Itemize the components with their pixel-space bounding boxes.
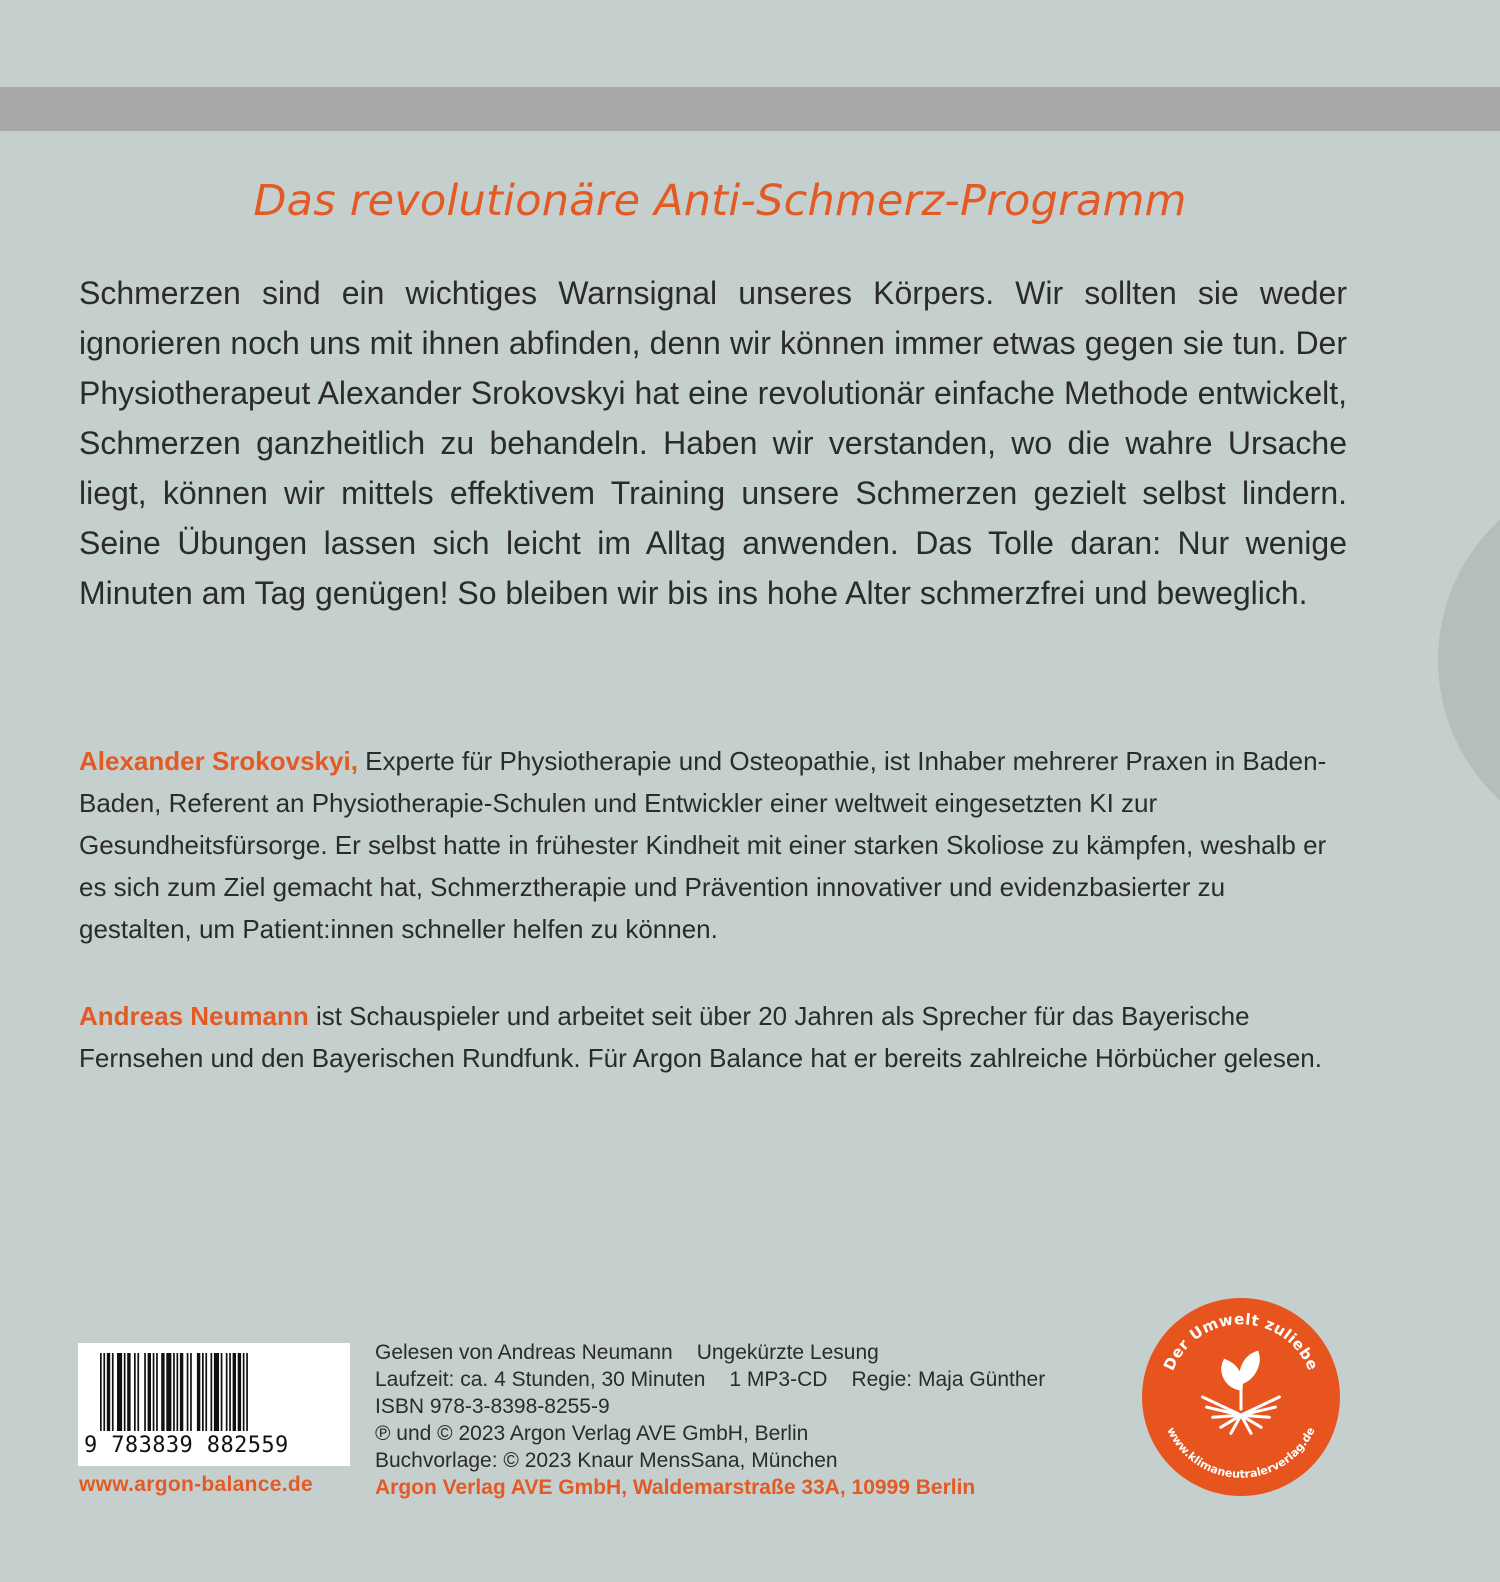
barcode-bar (156, 1353, 158, 1431)
eco-badge (1140, 1296, 1342, 1498)
barcode-bar (177, 1353, 179, 1431)
barcode-bar (124, 1353, 126, 1431)
website-link[interactable]: www.argon-balance.de (79, 1473, 313, 1496)
runtime: Laufzeit: ca. 4 Stunden, 30 Minuten (375, 1368, 706, 1391)
barcode-bar (246, 1353, 248, 1431)
director: Regie: Maja Günther (851, 1368, 1046, 1391)
barcode-bar (190, 1353, 192, 1431)
book-source: Buchvorlage: © 2023 Knaur MensSana, München (375, 1449, 838, 1472)
barcode-bar (112, 1353, 114, 1431)
credits-row-1 (375, 1339, 1135, 1366)
read-by: Gelesen von Andreas Neumann (375, 1341, 673, 1364)
barcode-bar (144, 1353, 146, 1431)
eco-badge-bottom-text: www.klimaneutralerverlag.de (1164, 1425, 1318, 1481)
author-name: Alexander Srokovskyi, (79, 746, 358, 776)
narrator-name: Andreas Neumann (79, 1001, 309, 1031)
author-bio (79, 740, 1339, 950)
narrator-bio-text: ist Schauspieler und arbeitet seit über 20 Jahren als Sprecher für das Bayerische Fernsehen und den Bayerischen Rundfunk. Für Argon Balance hat er bereits zahlreiche Hörbücher gelesen. (79, 1001, 1322, 1073)
barcode-digits: 9 783839 882559 (84, 1433, 289, 1458)
blurb-text: Schmerzen sind ein wichtiges Warnsignal unseres Körpers. Wir sollten sie weder ignorieren noch uns mit ihnen abfinden, denn wir können immer etwas gegen sie tun. Der Physiotherapeut Alexander Srokovskyi hat eine revolutionär einfache Methode entwickelt, Schmerzen ganzheitlich zu behandeln. Haben wir verstanden, wo die wahre Ursache liegt, können wir mittels effektivem Training unsere Schmerzen gezielt selbst lindern. Seine Übungen lassen sich leicht im Alltag anwenden. Das Tolle daran: Nur wenige Minuten am Tag genügen! So bleiben wir bis ins hohe Alter schmerzfrei und beweglich. (79, 275, 1347, 611)
barcode-bar (202, 1353, 204, 1431)
barcode-bar (161, 1353, 164, 1431)
barcode-bar (166, 1353, 171, 1431)
barcode-bar (134, 1353, 136, 1431)
headline: Das revolutionäre Anti-Schmerz-Programm (253, 176, 1187, 226)
barcode-bar (107, 1353, 110, 1431)
barcode-bar (127, 1353, 130, 1431)
publisher-address: Argon Verlag AVE GmbH, Waldemarstraße 33A, 10999 Berlin (375, 1476, 976, 1499)
barcode-bar (153, 1353, 155, 1431)
barcode-bar (205, 1353, 207, 1431)
copyright: ℗ und © 2023 Argon Verlag AVE GmbH, Berlin (375, 1422, 809, 1445)
barcode-bar (173, 1353, 175, 1431)
narrator-bio (79, 995, 1339, 1079)
barcode-bar (211, 1353, 213, 1431)
unabridged-label: Ungekürzte Lesung (696, 1341, 879, 1364)
barcode-bar (180, 1353, 183, 1431)
barcode-bar (221, 1353, 223, 1431)
barcode-bar (243, 1353, 245, 1431)
barcode-bar (187, 1353, 189, 1431)
barcode-bar (148, 1353, 151, 1431)
barcode-bar (226, 1353, 228, 1431)
barcode-bar (197, 1353, 200, 1431)
credits-row-2 (375, 1366, 1135, 1393)
author-bio-text: Experte für Physiotherapie und Osteopathie, ist Inhaber mehrerer Praxen in Baden-Baden, Referent an Physiotherapie-Schulen und Entwickler einer weltweit eingesetzten KI zur Gesundheitsfürsorge. Er selbst hatte in frühester Kindheit mit einer starken Skoliose zu kämpfen, weshalb er es sich zum Ziel gemacht hat, Schmerztherapie und Prävention innovativer und evidenzbasierter zu gestalten, um Patient:innen schneller helfen zu können. (79, 746, 1327, 944)
barcode-bar (233, 1353, 236, 1431)
isbn: ISBN 978-3-8398-8255-9 (375, 1395, 610, 1418)
format: 1 MP3-CD (729, 1368, 828, 1391)
barcode (78, 1343, 350, 1466)
top-band (0, 87, 1500, 131)
barcode-bar (103, 1353, 105, 1431)
barcode-bar (137, 1353, 139, 1431)
barcode-bar (238, 1353, 241, 1431)
barcode-bar (100, 1353, 102, 1431)
cd-disc-edge (1438, 470, 1500, 850)
barcode-bars (100, 1353, 328, 1431)
barcode-bar (214, 1353, 219, 1431)
eco-badge-top-text: Der Umwelt zuliebe (1159, 1310, 1323, 1374)
credits-block (375, 1339, 1135, 1501)
barcode-bar (229, 1353, 231, 1431)
barcode-bar (117, 1353, 122, 1431)
